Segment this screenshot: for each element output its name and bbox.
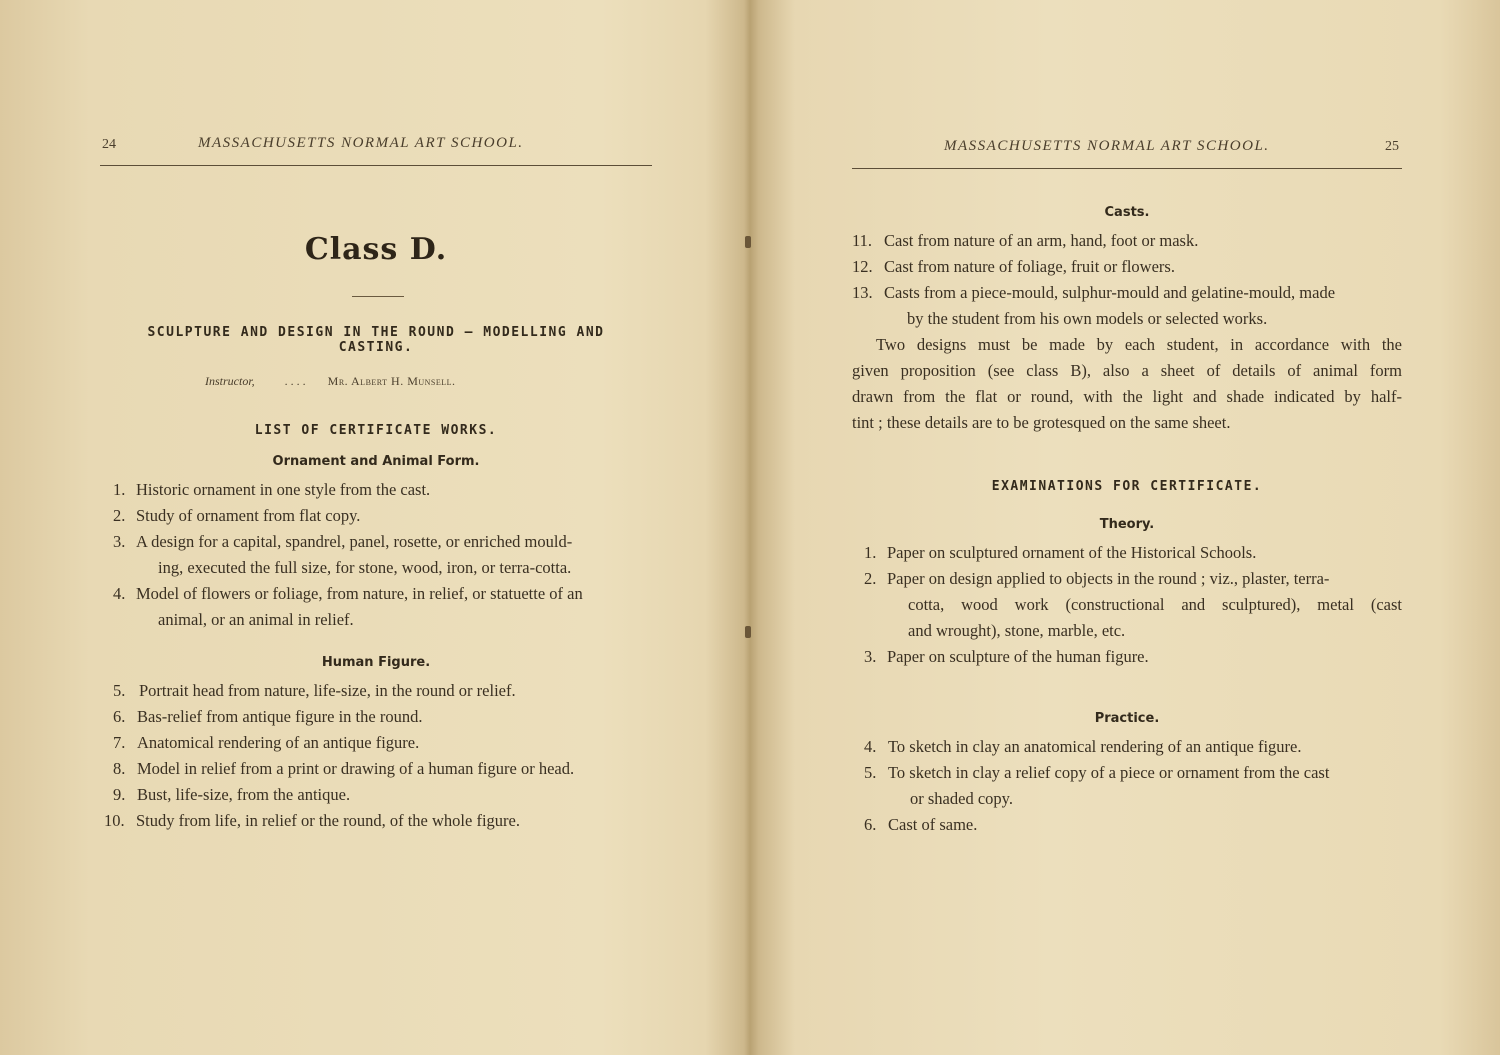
list-item: 13. Casts from a piece-mould, sulphur-mould and gelatine-mould, made — [852, 283, 1336, 302]
list-item-continuation: or shaded copy. — [910, 789, 1013, 808]
binding-staple — [745, 236, 751, 248]
list-item-continuation: ing, executed the full size, for stone, wood, iron, or terra-cotta. — [158, 558, 572, 577]
list-item: 1. Paper on sculptured ornament of the Historical Schools. — [864, 543, 1257, 562]
list-item-continuation: animal, or an animal in relief. — [158, 610, 354, 629]
list-item: 4. Model of flowers or foliage, from nature, in relief, or statuette of an — [113, 584, 583, 603]
list-item: 8. Model in relief from a print or drawing of a human figure or head. — [113, 759, 575, 778]
page-number: 24 — [102, 137, 116, 152]
list-item: 7. Anatomical rendering of an antique figure. — [113, 733, 420, 752]
instructor-name: Mr. Albert H. Munsell. — [327, 374, 456, 388]
list-item: 5. To sketch in clay a relief copy of a piece or ornament from the cast — [864, 763, 1330, 782]
paragraph-line: given proposition (see class B), also a sheet of details of animal form — [852, 361, 1402, 380]
page-number: 25 — [1385, 139, 1399, 154]
list-heading: LIST OF CERTIFICATE WORKS. — [254, 423, 498, 438]
list-item: 3. A design for a capital, spandrel, panel, rosette, or enriched mould- — [113, 532, 573, 551]
list-item: 5. Portrait head from nature, life-size, in the round or relief. — [113, 681, 516, 700]
running-head: MASSACHUSETTS NORMAL ART SCHOOL. — [944, 138, 1270, 154]
list-item: 9. Bust, life-size, from the antique. — [113, 785, 351, 804]
header-rule — [100, 165, 652, 166]
human-heading: Human Figure. — [321, 655, 431, 670]
list-item: 3. Paper on sculpture of the human figure. — [864, 647, 1149, 666]
list-item-continuation: by the student from his own models or selected works. — [907, 309, 1268, 328]
instructor-line — [205, 374, 456, 389]
list-item-continuation: and wrought), stone, marble, etc. — [908, 621, 1126, 640]
list-item: 10. Study from life, in relief or the round, of the whole figure. — [104, 811, 520, 830]
class-title: Class D. — [304, 232, 448, 267]
exam-heading: EXAMINATIONS FOR CERTIFICATE. — [991, 479, 1263, 494]
list-item: 1. Historic ornament in one style from the cast. — [113, 480, 431, 499]
section-title-line1: SCULPTURE AND DESIGN IN THE ROUND — MODELLING AND — [147, 325, 605, 340]
list-item: 4. To sketch in clay an anatomical rendering of an antique figure. — [864, 737, 1302, 756]
paragraph-line: Two designs must be made by each student, in accordance with the — [876, 335, 1402, 354]
practice-heading: Practice. — [1094, 711, 1160, 726]
list-item: 2. Study of ornament from flat copy. — [113, 506, 361, 525]
casts-heading: Casts. — [1104, 205, 1150, 220]
list-item: 11. Cast from nature of an arm, hand, foot or mask. — [852, 231, 1199, 250]
header-rule — [852, 168, 1402, 169]
instructor-label: Instructor, — [205, 374, 255, 388]
paragraph-line: drawn from the flat or round, with the light and shade indicated by half- — [852, 387, 1402, 406]
title-divider — [352, 296, 404, 297]
list-item-continuation: cotta, wood work (constructional and sculptured), metal (cast — [908, 595, 1402, 614]
list-item: 12. Cast from nature of foliage, fruit or flowers. — [852, 257, 1175, 276]
ornament-heading: Ornament and Animal Form. — [272, 454, 480, 469]
right-page — [752, 0, 1500, 1055]
list-item: 6. Bas-relief from antique figure in the round. — [113, 707, 423, 726]
running-head: MASSACHUSETTS NORMAL ART SCHOOL. — [198, 135, 524, 151]
paragraph-line: tint ; these details are to be grotesqued on the same sheet. — [852, 413, 1231, 432]
section-title-line2: CASTING. — [338, 340, 414, 355]
binding-staple — [745, 626, 751, 638]
theory-heading: Theory. — [1099, 517, 1155, 532]
list-item: 6. Cast of same. — [864, 815, 978, 834]
instructor-dots: . . . . — [284, 374, 306, 388]
list-item: 2. Paper on design applied to objects in the round ; viz., plaster, terra- — [864, 569, 1330, 588]
